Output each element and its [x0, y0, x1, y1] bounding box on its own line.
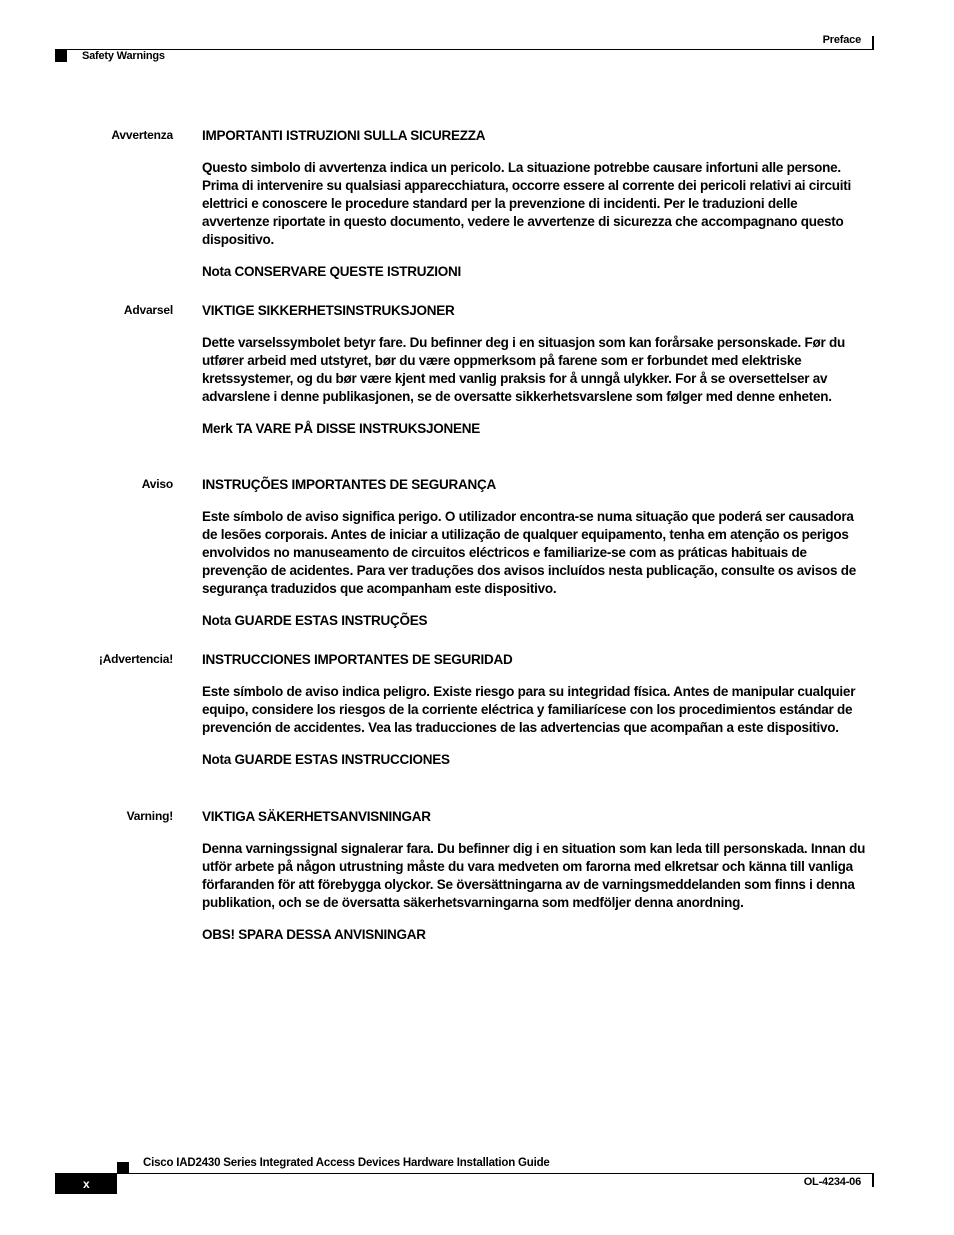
warning-label: ¡Advertencia! [98, 652, 173, 666]
warning-note: Nota CONSERVARE QUESTE ISTRUZIONI [202, 264, 462, 279]
warning-title: IMPORTANTI ISTRUZIONI SULLA SICUREZZA [202, 128, 486, 143]
warning-text: Dette varselssymbolet betyr fare. Du befinner deg i en situasjon som kan forårsake personskade. Før du utfører arbeid med utstyret, bør du være oppmerksom på farene som er forbundet med elektriske kretssystemer, og du bør være kjent med vanlig praksis for å unngå ulykker. For å se oversettelser av advarslene i denne publikasjonen, se de oversatte sikkerhetsvarslene som følger med denne enheten. [202, 335, 845, 404]
warning-label: Aviso [141, 477, 173, 491]
footer-rule [55, 1173, 874, 1174]
warning-label: Varning! [126, 809, 173, 823]
footer-bar [872, 1174, 874, 1187]
warning-note: Nota GUARDE ESTAS INSTRUCCIONES [202, 752, 450, 767]
warning-label: Avvertenza [111, 128, 173, 142]
warning-text: Este símbolo de aviso indica peligro. Existe riesgo para su integridad física. Antes de manipular cualquier equipo, considere los riesgos de la corriente eléctrica y familiarícese con los procedimientos estándar de prevención de accidentes. Vea las traducciones de las advertencias que acompañan a este dispositivo. [202, 684, 856, 735]
footer-book-title: Cisco IAD2430 Series Integrated Access Devices Hardware Installation Guide [143, 1157, 550, 1169]
warning-title: INSTRUCCIONES IMPORTANTES DE SEGURIDAD [202, 652, 513, 667]
warning-note: Nota GUARDE ESTAS INSTRUÇÕES [202, 613, 428, 628]
warning-title: VIKTIGE SIKKERHETSINSTRUKSJONER [202, 303, 455, 318]
header-rule [55, 49, 874, 50]
header-bar [872, 36, 874, 50]
warning-note: Merk TA VARE PÅ DISSE INSTRUKSJONENE [202, 421, 481, 436]
footer-page-number: x [55, 1174, 117, 1194]
warning-note: OBS! SPARA DESSA ANVISNINGAR [202, 927, 426, 942]
header-section: Safety Warnings [82, 50, 165, 62]
warning-label: Advarsel [123, 303, 173, 317]
header-marker [55, 50, 67, 62]
warning-title: INSTRUÇÕES IMPORTANTES DE SEGURANÇA [202, 477, 497, 492]
header-chapter: Preface [822, 34, 861, 46]
warning-text: Questo simbolo di avvertenza indica un pericolo. La situazione potrebbe causare infortuni alle persone. Prima di intervenire su qualsiasi apparecchiatura, occorre essere al corrente dei pericoli relativi ai circuiti elettrici e conoscere le procedure standard per la prevenzione di incidenti. Per le traduzioni delle avvertenze riportate in questo documento, vedere le avvertenze di sicurezza che accompagnano questo dispositivo. [202, 160, 852, 247]
warning-title: VIKTIGA SÄKERHETSANVISNINGAR [202, 809, 431, 824]
warning-text: Este símbolo de aviso significa perigo. O utilizador encontra-se numa situação que poderá ser causadora de lesões corporais. Antes de iniciar a utilização de qualquer equipamento, tenha em atenção os perigos envolvidos no manuseamento de circuitos eléctricos e familiarize-se com as práticas habituais de prevenção de acidentes. Para ver traduções dos avisos incluídos nesta publicação, consulte os avisos de segurança traduzidos que acompanham este dispositivo. [202, 509, 857, 596]
warning-text: Denna varningssignal signalerar fara. Du befinner dig i en situation som kan leda till personskada. Innan du utför arbete på någon utrustning måste du vara medveten om farorna med elkretsar och känna till vanliga förfaranden för att förebygga olyckor. Se översättningarna av de varningsmeddelanden som finns i denna publikation, och se de översatta säkerhetsvarningarna som medföljer denna anordning. [202, 841, 866, 910]
footer-doc-number: OL-4234-06 [803, 1176, 861, 1188]
